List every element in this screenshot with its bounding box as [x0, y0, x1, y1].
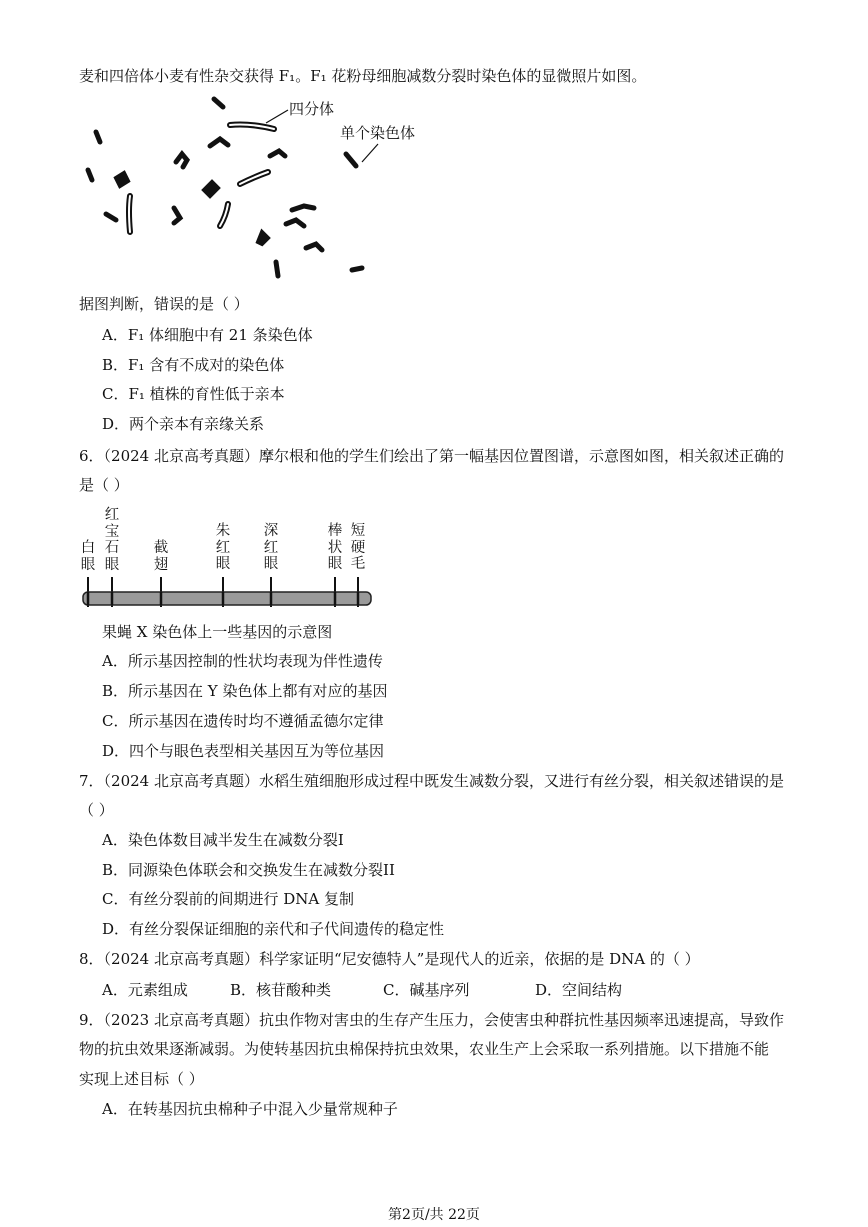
- gene-label-char: 眼: [327, 556, 343, 572]
- q6-figure-caption: 果蝇 X 染色体上一些基因的示意图: [102, 623, 333, 641]
- q8-stem: 8．（2024 北京高考真题）科学家证明“尼安德特人”是现代人的近亲，依据的是 DNA 的（ ）: [79, 950, 700, 968]
- q5-intro: 麦和四倍体小麦有性杂交获得 F₁。F₁ 花粉母细胞减数分裂时染色体的显微照片如图。: [79, 67, 647, 85]
- gene-label-char: 翅: [153, 556, 169, 573]
- q8-option-d[interactable]: D．空间结构: [535, 981, 623, 999]
- gene-label-char: 红: [263, 539, 279, 556]
- chromosome-micrograph: [78, 92, 438, 284]
- q5-option-b[interactable]: B．F₁ 含有不成对的染色体: [102, 356, 285, 374]
- q8-option-b[interactable]: B．核苷酸种类: [230, 981, 332, 999]
- gene-label-char: 硬: [350, 539, 366, 556]
- gene-label-char: 红: [215, 539, 231, 556]
- gene-label-cut-wing: [153, 540, 169, 573]
- gene-label-char: 红: [104, 507, 120, 523]
- q5-option-a[interactable]: A．F₁ 体细胞中有 21 条染色体: [102, 326, 313, 344]
- q5-option-c[interactable]: C．F₁ 植株的育性低于亲本: [102, 385, 285, 403]
- x-chromosome-bar: [78, 575, 378, 609]
- gene-label-char: 深: [263, 523, 279, 539]
- q6-option-d[interactable]: D．四个与眼色表型相关基因互为等位基因: [102, 742, 385, 760]
- gene-label-ruby-eye: [104, 507, 120, 573]
- gene-label-char: 状: [327, 539, 343, 556]
- chromosome-blobs: [88, 99, 362, 276]
- q6-stem-line2: 是（ ）: [79, 476, 129, 494]
- page-number: 第2页/共 22页: [388, 1207, 480, 1223]
- gene-label-carmine-eye: [263, 523, 279, 573]
- gene-label-char: 宝: [104, 523, 120, 540]
- single-chromosome-label: 单个染色体: [340, 124, 416, 142]
- gene-label-char: 截: [153, 540, 169, 556]
- q9-option-a[interactable]: A．在转基因抗虫棉种子中混入少量常规种子: [102, 1100, 398, 1118]
- gene-map-figure: [78, 505, 378, 615]
- gene-label-short-bristle: [350, 523, 366, 573]
- q8-option-a[interactable]: A．元素组成: [102, 981, 188, 999]
- q6-stem-line1: 6．（2024 北京高考真题）摩尔根和他的学生们绘出了第一幅基因位置图谱，示意图如图，相关叙述正确的: [79, 447, 784, 465]
- q9-stem-line3: 实现上述目标（ ）: [79, 1070, 204, 1088]
- q6-option-b[interactable]: B．所示基因在 Y 染色体上都有对应的基因: [102, 682, 388, 700]
- gene-label-char: 眼: [104, 556, 120, 573]
- q5-option-d[interactable]: D．两个亲本有亲缘关系: [102, 415, 265, 433]
- gene-label-char: 朱: [215, 523, 231, 539]
- gene-label-bar-eye: [327, 523, 343, 573]
- q7-option-d[interactable]: D．有丝分裂保证细胞的亲代和子代间遗传的稳定性: [102, 920, 445, 938]
- q7-option-b[interactable]: B．同源染色体联会和交换发生在减数分裂II: [102, 861, 395, 879]
- gene-label-char: 眼: [263, 556, 279, 572]
- q5-stem: 据图判断，错误的是（ ）: [79, 295, 249, 313]
- gene-label-char: 棒: [327, 523, 343, 539]
- gene-label-vermilion-eye: [215, 523, 231, 573]
- gene-label-white-eye: [80, 540, 96, 573]
- q6-option-c[interactable]: C．所示基因在遗传时均不遵循孟德尔定律: [102, 712, 384, 730]
- tetrad-label: 四分体: [289, 100, 335, 118]
- gene-label-char: 毛: [350, 556, 366, 572]
- q8-option-c[interactable]: C．碱基序列: [383, 981, 470, 999]
- q6-option-a[interactable]: A．所示基因控制的性状均表现为伴性遗传: [102, 652, 383, 670]
- gene-label-char: 眼: [215, 556, 231, 572]
- q7-stem-line1: 7．（2024 北京高考真题）水稻生殖细胞形成过程中既发生减数分裂，又进行有丝分裂，相关叙述错误的是: [79, 772, 784, 790]
- gene-label-char: 眼: [80, 556, 96, 573]
- q9-stem-line2: 物的抗虫效果逐渐减弱。为使转基因抗虫棉保持抗虫效果，农业生产上会采取一系列措施。以下措施不能: [79, 1040, 770, 1058]
- gene-label-char: 白: [80, 540, 96, 556]
- gene-label-char: 石: [104, 540, 120, 556]
- q7-stem-line2: （ ）: [79, 801, 114, 819]
- q7-option-a[interactable]: A．染色体数目减半发生在减数分裂I: [102, 831, 344, 849]
- gene-label-char: 短: [350, 523, 366, 539]
- q9-stem-line1: 9．（2023 北京高考真题）抗虫作物对害虫的生存产生压力，会使害虫种群抗性基因频率迅速提高，导致作: [79, 1011, 784, 1029]
- q7-option-c[interactable]: C．有丝分裂前的间期进行 DNA 复制: [102, 890, 354, 908]
